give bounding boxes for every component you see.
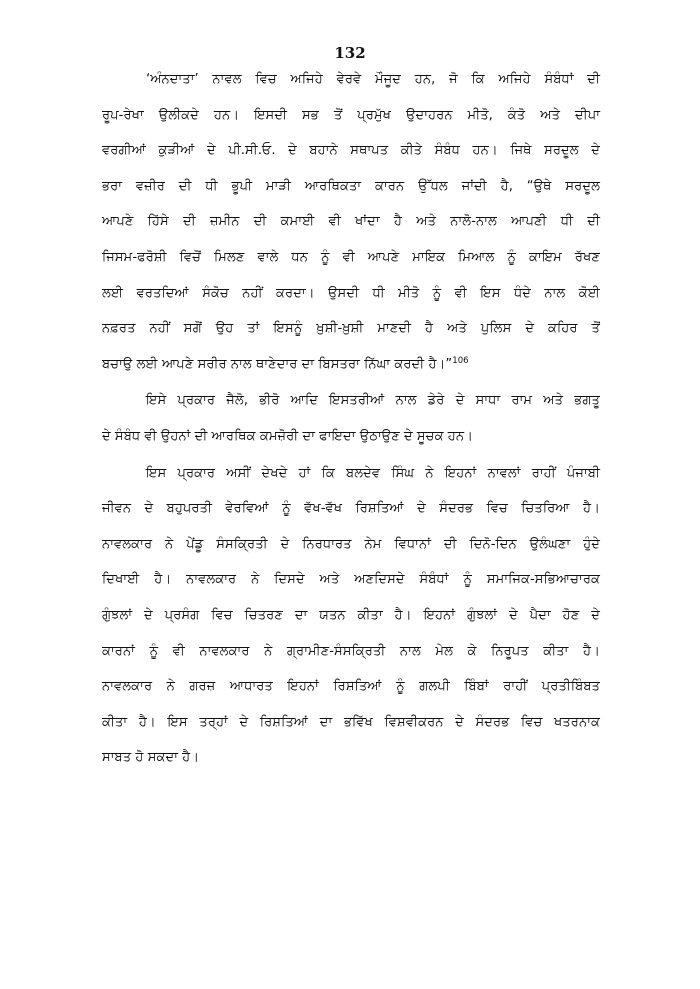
text-line: ‘ਅੰਨਦਾਤਾ’ ਨਾਵਲ ਵਿਚ ਅਜਿਹੇ ਵੇਰਵੇ ਮੌਜੂਦ ਹਨ, ਜੋ ਕਿ ਅਜਿਹੇ ਸੰਬੰਧਾਂ ਦੀ	[146, 72, 601, 87]
text-line: ਜੀਵਨ ਦੇ ਬਹੁਪਰਤੀ ਵੇਰਵਿਆਂ ਨੂੰ ਵੱਖ-ਵੱਖ ਰਿਸ਼ਤਿਆਂ ਦੇ ਸੰਦਰਭ ਵਿਚ ਚਿਤਰਿਆ ਹੈ।	[102, 501, 600, 517]
text-line: ਲਈ ਵਰਤਦਿਆਂ ਸੰਕੋਚ ਨਹੀਂ ਕਰਦਾ। ਉਸਦੀ ਧੀ ਮੀਤੋ ਨੂੰ ਵੀ ਇਸ ਧੰਦੇ ਨਾਲ ਕੋਈ	[102, 285, 600, 301]
text-line: ਬਚਾਉ ਲਈ ਆਪਣੇ ਸਰੀਰ ਨਾਲ ਥਾਣੇਦਾਰ ਦਾ ਬਿਸਤਰਾ ਨਿੱਘਾ ਕਰਦੀ ਹੈ।”	[102, 356, 453, 372]
page-number: 132	[334, 44, 366, 62]
paragraph-3	[102, 456, 600, 776]
text-line: ਦਿਖਾਈ ਹੈ। ਨਾਵਲਕਾਰ ਨੇ ਦਿਸਦੇ ਅਤੇ ਅਣਦਿਸਦੇ ਸੰਬੰਧਾਂ ਨੂੰ ਸਮਾਜਿਕ-ਸਭਿਆਚਾਰਕ	[102, 572, 600, 588]
text-line: ਆਪਣੇ ਹਿੱਸੇ ਦੀ ਜ਼ਮੀਨ ਦੀ ਕਮਾਈ ਵੀ ਖਾਂਦਾ ਹੈ ਅਤੇ ਨਾਲੋ-ਨਾਲ ਆਪਣੀ ਧੀ ਦੀ	[102, 214, 600, 230]
text-line-with-footnote	[102, 347, 600, 383]
text-line: ਇਸੇ ਪ੍ਰਕਾਰ ਜੈਲੋ, ਭੀਰੋ ਆਦਿ ਇਸਤਰੀਆਂ ਨਾਲ ਡੇਰੇ ਦੇ ਸਾਧਾ ਰਾਮ ਅਤੇ ਭਗਤੂ	[146, 393, 600, 409]
text-line: ਗੁੰਝਲਾਂ ਦੇ ਪ੍ਰਸੰਗ ਵਿਚ ਚਿਤਰਣ ਦਾ ਯਤਨ ਕੀਤਾ ਹੈ। ਇਹਨਾਂ ਗੁੰਝਲਾਂ ਦੇ ਪੈਦਾ ਹੋਣ ਦੇ	[102, 607, 600, 623]
body-text	[102, 62, 600, 776]
text-line: ਨਾਵਲਕਾਰ ਨੇ ਪੇਂਡੂ ਸੰਸਕ੍ਰਿਤੀ ਦੇ ਨਿਰਧਾਰਤ ਨੇਮ ਵਿਧਾਨਾਂ ਦੀ ਦਿਨੋ-ਦਿਨ ਉਲੰਘਣਾ ਹੁੰਦੇ	[102, 536, 600, 552]
paragraph-1	[102, 62, 600, 382]
text-line: ਦੇ ਸੰਬੰਧ ਵੀ ਉਹਨਾਂ ਦੀ ਆਰਥਿਕ ਕਮਜ਼ੋਰੀ ਦਾ ਫਾਇਦਾ ਉਠਾਉਣ ਦੇ ਸੂਚਕ ਹਨ।	[102, 428, 473, 444]
text-line: ਰੂਪ-ਰੇਖਾ ਉਲੀਕਦੇ ਹਨ। ਇਸਦੀ ਸਭ ਤੋਂ ਪ੍ਰਮੁੱਖ ਉਦਾਹਰਨ ਮੀਤੋ, ਕੰਤੋ ਅਤੇ ਦੀਪਾ	[102, 107, 600, 123]
text-line: ਵਰਗੀਆਂ ਕੁੜੀਆਂ ਦੇ ਪੀ.ਸੀ.ਓ. ਦੇ ਬਹਾਨੇ ਸਥਾਪਤ ਕੀਤੇ ਸੰਬੰਧ ਹਨ। ਜਿਥੇ ਸਰਦੂਲ ਦੇ	[102, 143, 600, 159]
text-line: ਨਾਵਲਕਾਰ ਨੇ ਗਰਜ਼ ਆਧਾਰਤ ਇਹਨਾਂ ਰਿਸ਼ਤਿਆਂ ਨੂੰ ਗਲਪੀ ਬਿੰਬਾਂ ਰਾਹੀਂ ਪ੍ਰਤੀਬਿੰਬਤ	[102, 679, 600, 695]
text-line: ਸਾਬਤ ਹੋ ਸਕਦਾ ਹੈ।	[102, 750, 200, 766]
text-line: ਕੀਤਾ ਹੈ। ਇਸ ਤਰ੍ਹਾਂ ਦੇ ਰਿਸ਼ਤਿਆਂ ਦਾ ਭਵਿੱਖ ਵਿਸ਼ਵੀਕਰਨ ਦੇ ਸੰਦਰਭ ਵਿਚ ਖਤਰਨਾਕ	[102, 714, 600, 730]
text-line: ਜਿਸਮ-ਫਰੋਸ਼ੀ ਵਿਚੋਂ ਮਿਲਣ ਵਾਲੇ ਧਨ ਨੂੰ ਵੀ ਆਪਣੇ ਮਾਇਕ ਮਿਆਲ ਨੂੰ ਕਾਇਮ ਰੱਖਣ	[102, 249, 600, 265]
text-line: ਨਫ਼ਰਤ ਨਹੀਂ ਸਗੋਂ ਉਹ ਤਾਂ ਇਸਨੂੰ ਖ਼ੁਸ਼ੀ-ਖ਼ੁਸ਼ੀ ਮਾਣਦੀ ਹੈ ਅਤੇ ਪੁਲਿਸ ਦੇ ਕਹਿਰ ਤੋਂ	[102, 321, 600, 337]
paragraph-2	[102, 383, 600, 454]
footnote-reference: 106	[452, 355, 469, 366]
text-line: ਭਰਾ ਵਜ਼ੀਰ ਦੀ ਧੀ ਭੂਪੀ ਮਾੜੀ ਆਰਥਿਕਤਾ ਕਾਰਨ ਉੱਧਲ ਜਾਂਦੀ ਹੈ, “ਉਥੇ ਸਰਦੂਲ	[102, 178, 600, 194]
text-line: ਕਾਰਨਾਂ ਨੂੰ ਵੀ ਨਾਵਲਕਾਰ ਨੇ ਗ੍ਰਾਮੀਣ-ਸੰਸਕ੍ਰਿਤੀ ਨਾਲ ਮੇਲ ਕੇ ਨਿਰੂਪਤ ਕੀਤਾ ਹੈ।	[102, 643, 600, 659]
text-line: ਇਸ ਪ੍ਰਕਾਰ ਅਸੀਂ ਦੇਖਦੇ ਹਾਂ ਕਿ ਬਲਦੇਵ ਸਿੰਘ ਨੇ ਇਹਨਾਂ ਨਾਵਲਾਂ ਰਾਹੀਂ ਪੰਜਾਬੀ	[146, 465, 600, 481]
